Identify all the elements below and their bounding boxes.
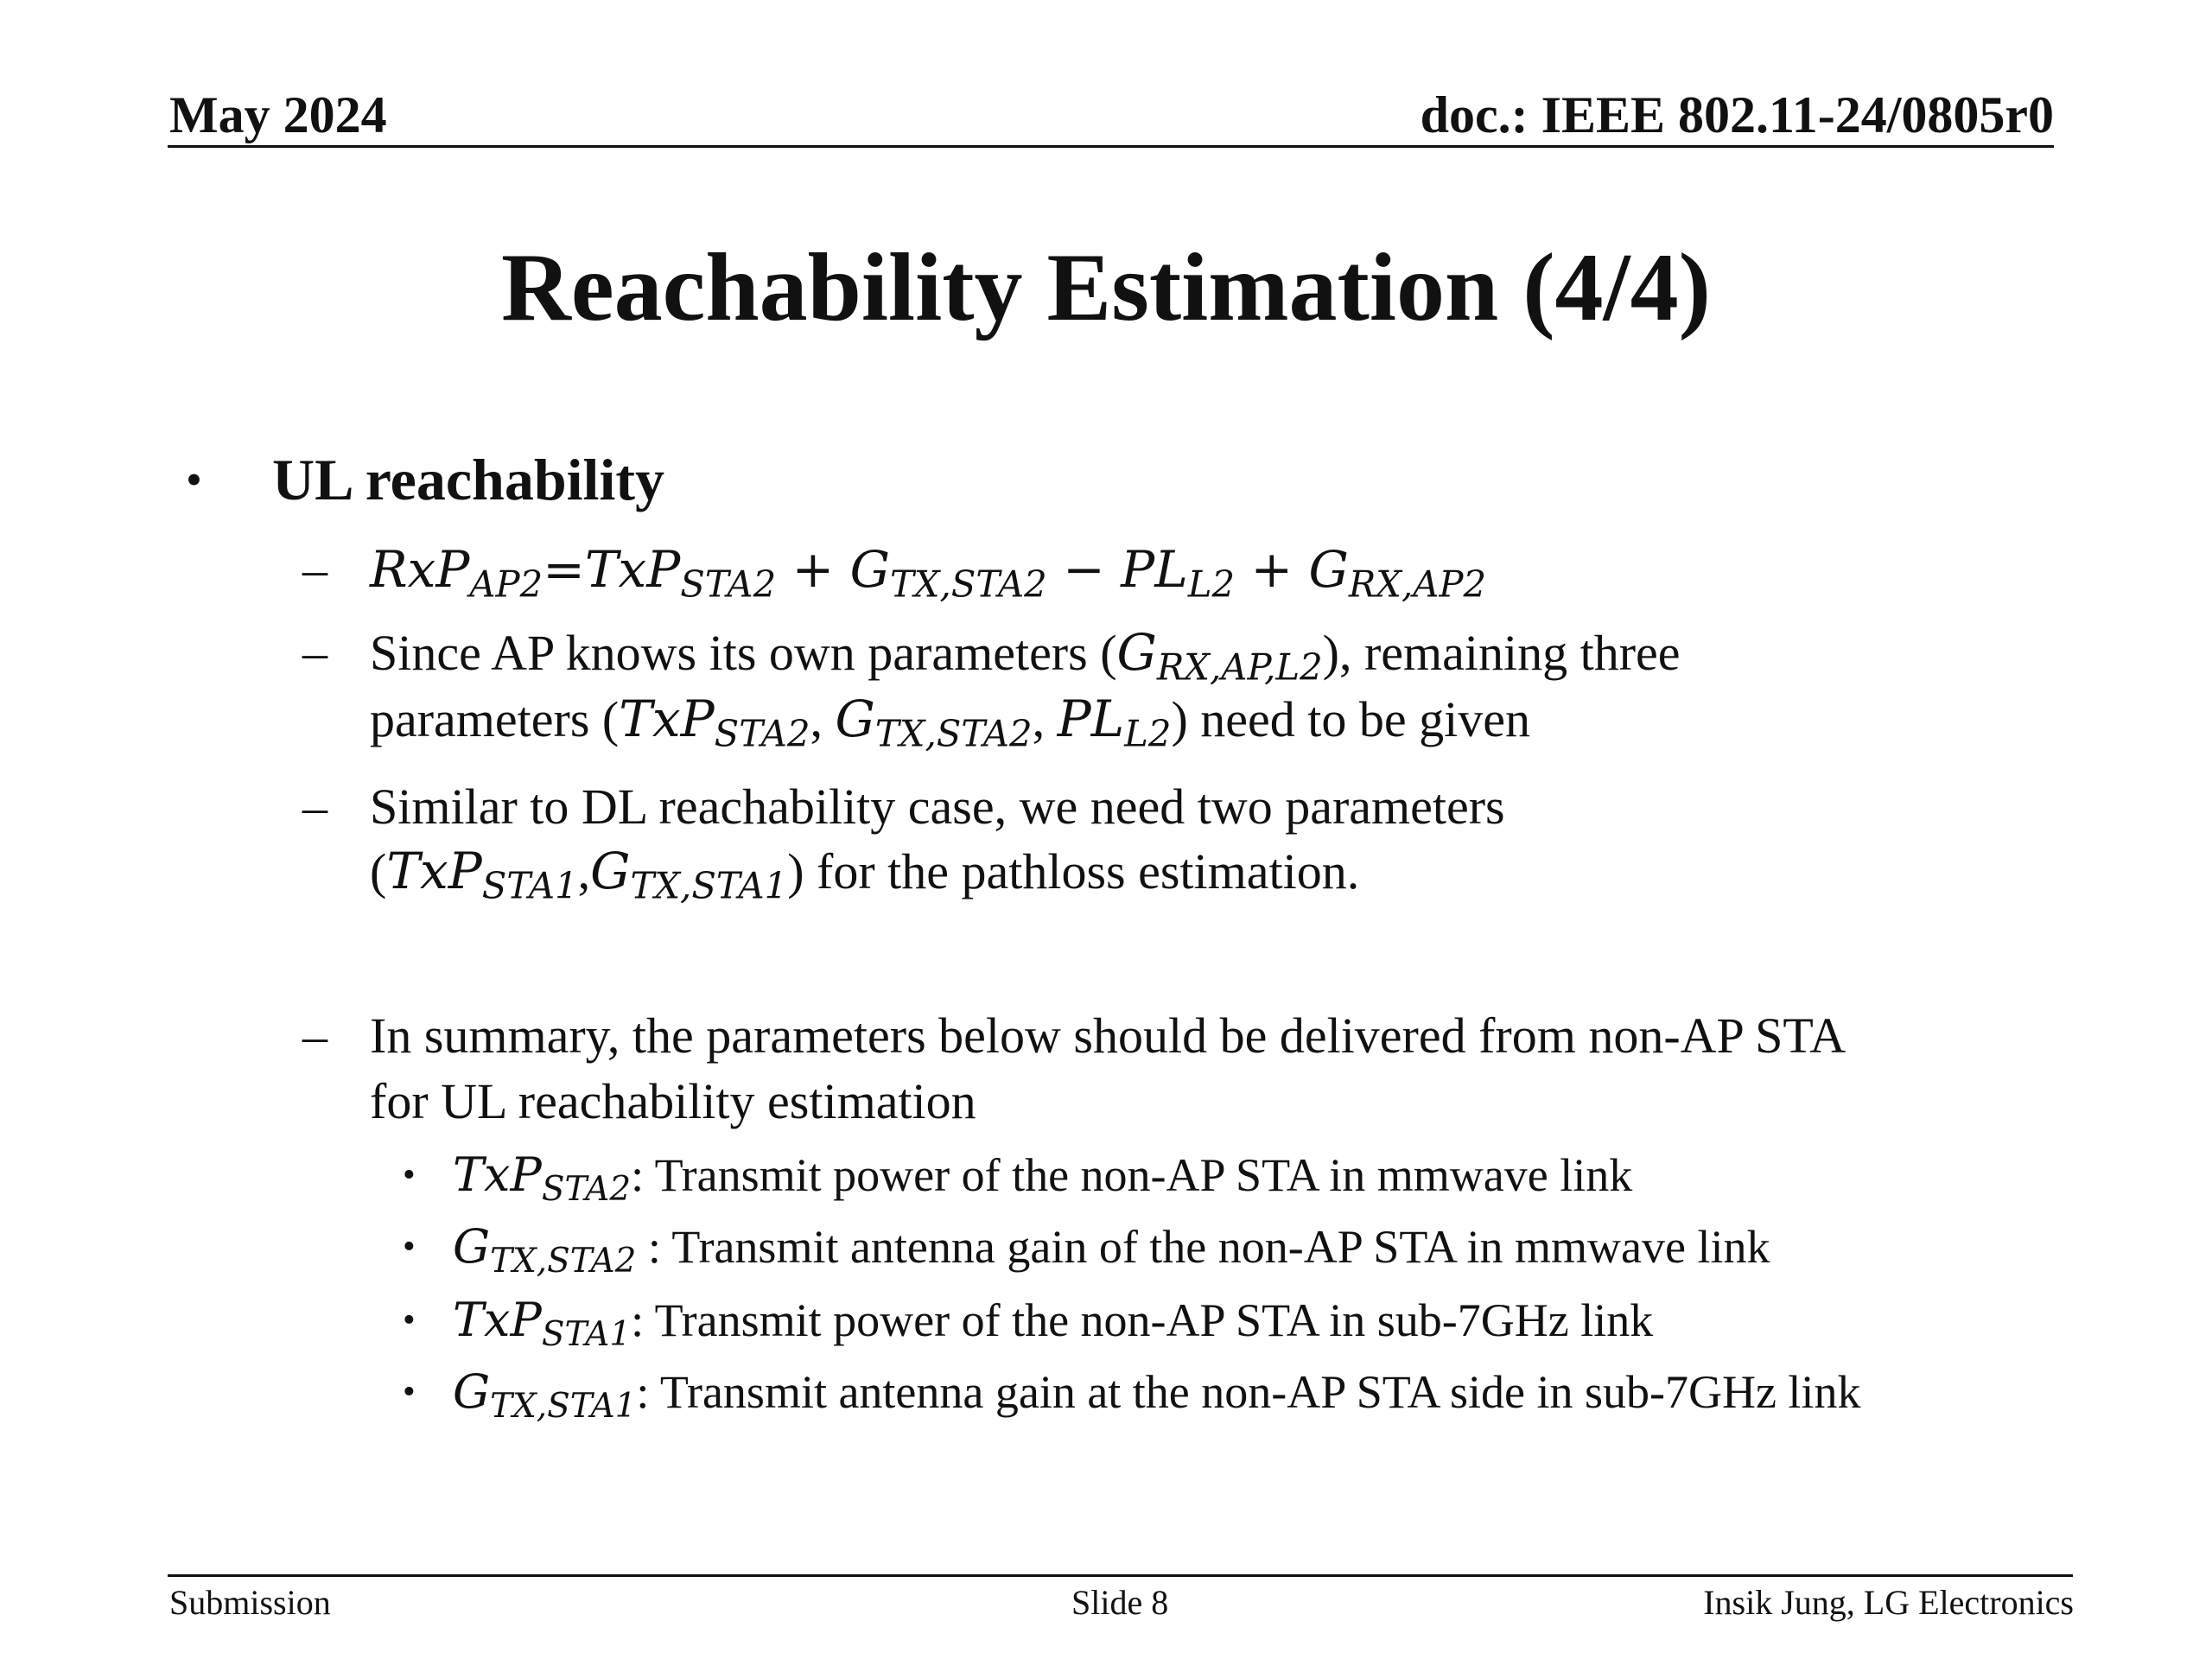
item-ap-parameters-line2: parameters (TxP$_{STA2}$, $G_{TX,STA2}$, $PL_{L2}$) need to be given <box>370 690 1530 755</box>
footer-submission: Submission <box>169 1583 331 1622</box>
dash-marker: – <box>302 541 327 597</box>
footer-author: Insik Jung, LG Electronics <box>1703 1583 2074 1622</box>
dash-marker: – <box>302 624 327 680</box>
ul-reachability-heading: UL reachability <box>272 447 664 512</box>
equation-line: $RxP_{AP2}=TxP_{STA2} + G_{TX,STA2} - PL_{L2} + G_{RX,AP2}$ <box>370 540 1487 606</box>
item-summary-line1: In summary, the parameters below should be delivered from non-AP STA <box>370 1007 1847 1064</box>
item-dl-similar-line2: $(TxP_{STA1},G_{TX,STA1})$ for the pathloss estimation. <box>370 842 1360 907</box>
sub-item-g-tx-sta2: $G_{TX,STA2}$ : Transmit antenna gain of the non-AP STA in mmwave link <box>453 1219 1770 1281</box>
sub-bullet-marker: • <box>403 1300 416 1340</box>
header-date: May 2024 <box>169 86 387 143</box>
dash-marker: – <box>302 779 327 835</box>
sub-bullet-marker: • <box>403 1372 416 1412</box>
sub-bullet-marker: • <box>403 1155 416 1195</box>
bullet-marker: • <box>186 454 202 505</box>
sub-bullet-marker: • <box>403 1227 416 1267</box>
header-doc-id: doc.: IEEE 802.11-24/0805r0 <box>1420 86 2054 143</box>
slide-title: Reachability Estimation (4/4) <box>501 234 1711 341</box>
footer-divider <box>168 1574 2073 1577</box>
item-dl-similar-line1: Similar to DL reachability case, we need two parameters <box>370 779 1505 835</box>
item-ap-parameters-line1: Since AP knows its own parameters $(G_{RX,AP,L2})$, remaining three <box>370 623 1681 689</box>
footer-slide-number: Slide 8 <box>1071 1583 1169 1622</box>
item-summary-line2: for UL reachability estimation <box>370 1073 976 1129</box>
sub-item-g-tx-sta1: $G_{TX,STA1}$: Transmit antenna gain at the non-AP STA side in sub-7GHz link <box>453 1364 1861 1426</box>
sub-item-txp-sta1: TxP$_{STA1}$: Transmit power of the non-AP STA in sub-7GHz link <box>453 1293 1654 1354</box>
header-divider <box>168 145 2054 148</box>
sub-item-txp-sta2: TxP$_{STA2}$: Transmit power of the non-AP STA in mmwave link <box>453 1147 1633 1209</box>
dash-marker: – <box>302 1007 327 1064</box>
